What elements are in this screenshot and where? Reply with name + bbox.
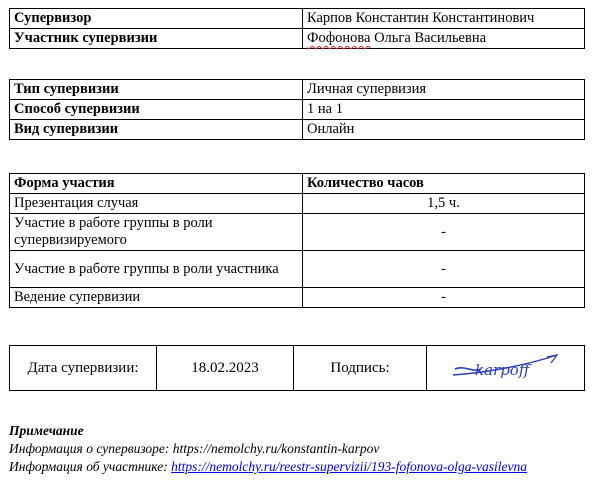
table-row: [10, 194, 585, 214]
hours-cell: -: [303, 251, 585, 288]
date-signature-table: [9, 345, 585, 391]
participant-row: [10, 29, 585, 49]
note-title: Примечание: [9, 423, 84, 438]
hours-header: Количество часов: [303, 174, 585, 194]
supervisor-info-label: Информация о супервизоре:: [9, 441, 170, 456]
form-cell: Участие в работе группы в роли участника: [10, 251, 303, 288]
signature-cell: [427, 346, 585, 391]
type-label: Тип супервизии: [10, 80, 303, 100]
supervisor-info-line: [9, 440, 527, 458]
hours-cell: -: [303, 288, 585, 308]
supervision-parties-table: [9, 8, 585, 49]
table-row: [10, 251, 585, 288]
participant-value: [303, 29, 585, 49]
participant-given-names: Ольга Васильевна: [370, 30, 487, 46]
table-row: [10, 288, 585, 308]
participation-hours-table: [9, 173, 585, 308]
date-signature-row: [10, 346, 585, 391]
participant-label: Участник супервизии: [10, 29, 303, 49]
hours-cell: -: [303, 214, 585, 251]
supervisor-label: Супервизор: [10, 9, 303, 29]
type-value: Личная супервизия: [303, 80, 585, 100]
participant-info-link[interactable]: https://nemolchy.ru/reestr-supervizii/193-fofonova-olga-vasilevna: [171, 459, 527, 474]
signature-label: Подпись:: [294, 346, 427, 391]
participant-surname: Фофонова: [307, 30, 371, 46]
supervisor-value: Карпов Константин Константинович: [303, 9, 585, 29]
supervisor-info-url: https://nemolchy.ru/konstantin-karpov: [172, 441, 380, 456]
date-value: 18.02.2023: [157, 346, 294, 391]
form-cell: Презентация случая: [10, 194, 303, 214]
participant-info-line: [9, 458, 527, 476]
method-row: [10, 100, 585, 120]
supervisor-row: [10, 9, 585, 29]
method-value: 1 на 1: [303, 100, 585, 120]
table-header-row: [10, 174, 585, 194]
form-cell: Ведение супервизии: [10, 288, 303, 308]
table-row: [10, 214, 585, 251]
method-label: Способ супервизии: [10, 100, 303, 120]
note-section: [9, 422, 527, 476]
signature-text: karpoff: [474, 361, 529, 379]
kind-row: [10, 120, 585, 140]
supervision-type-table: [9, 79, 585, 140]
signature-image: [451, 351, 561, 385]
date-label: Дата супервизии:: [10, 346, 157, 391]
form-cell: Участие в работе группы в роли супервизируемого: [10, 214, 303, 251]
kind-label: Вид супервизии: [10, 120, 303, 140]
hours-cell: 1,5 ч.: [303, 194, 585, 214]
form-header: Форма участия: [10, 174, 303, 194]
type-row: [10, 80, 585, 100]
participant-info-label: Информация об участнике:: [9, 459, 168, 474]
kind-value: Онлайн: [303, 120, 585, 140]
